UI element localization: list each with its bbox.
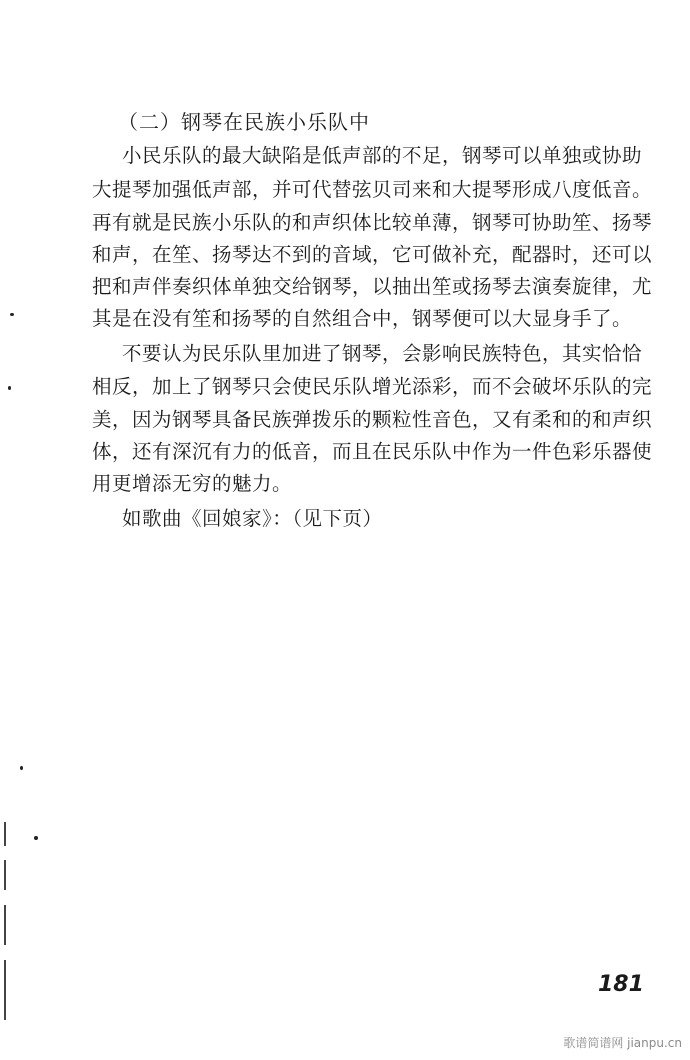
paragraph-line: 小民乐队的最大缺陷是低声部的不足，钢琴可以单独或协助 bbox=[122, 144, 643, 167]
section-heading: （二）钢琴在民族小乐队中 bbox=[118, 110, 370, 134]
site-watermark: 歌谱简谱网 jianpu.cn bbox=[563, 1036, 682, 1050]
paragraph-line: 不要认为民乐队里加进了钢琴，会影响民族特色，其实恰恰 bbox=[122, 342, 643, 365]
paragraph-line: 再有就是民族小乐队的和声织体比较单薄，钢琴可协助笙、扬琴 bbox=[92, 211, 653, 234]
paragraph-line: 美，因为钢琴具备民族弹拨乐的颗粒性音色，又有柔和的和声织 bbox=[92, 408, 653, 431]
scan-edge-mark bbox=[4, 960, 6, 1020]
scan-speck bbox=[34, 836, 38, 840]
paragraph-line: 把和声伴奏织体单独交给钢琴，以抽出笙或扬琴去演奏旋律，尤 bbox=[92, 275, 653, 298]
scan-speck bbox=[20, 766, 23, 770]
page-number: 181 bbox=[598, 972, 644, 997]
scan-speck bbox=[8, 386, 11, 390]
paragraph-line: 相反，加上了钢琴只会使民乐队增光添彩，而不会破坏乐队的完 bbox=[92, 375, 653, 398]
paragraph-line: 其是在没有笙和扬琴的自然组合中，钢琴便可以大显身手了。 bbox=[92, 307, 633, 330]
scan-edge-mark bbox=[4, 860, 6, 890]
paragraph-line: 用更增添无穷的魅力。 bbox=[92, 472, 293, 495]
scan-edge-mark bbox=[4, 822, 6, 846]
scan-edge-mark bbox=[4, 905, 6, 945]
paragraph-line: 大提琴加强低声部，并可代替弦贝司来和大提琴形成八度低音。 bbox=[92, 178, 653, 201]
scan-speck bbox=[10, 313, 14, 316]
paragraph-line: 体，还有深沉有力的低音，而且在民乐队中作为一件色彩乐器使 bbox=[92, 440, 653, 463]
paragraph-line: 和声，在笙、扬琴达不到的音域，它可做补充，配器时，还可以 bbox=[92, 243, 653, 266]
paragraph-line: 如歌曲《回娘家》：（见下页） bbox=[122, 507, 383, 530]
